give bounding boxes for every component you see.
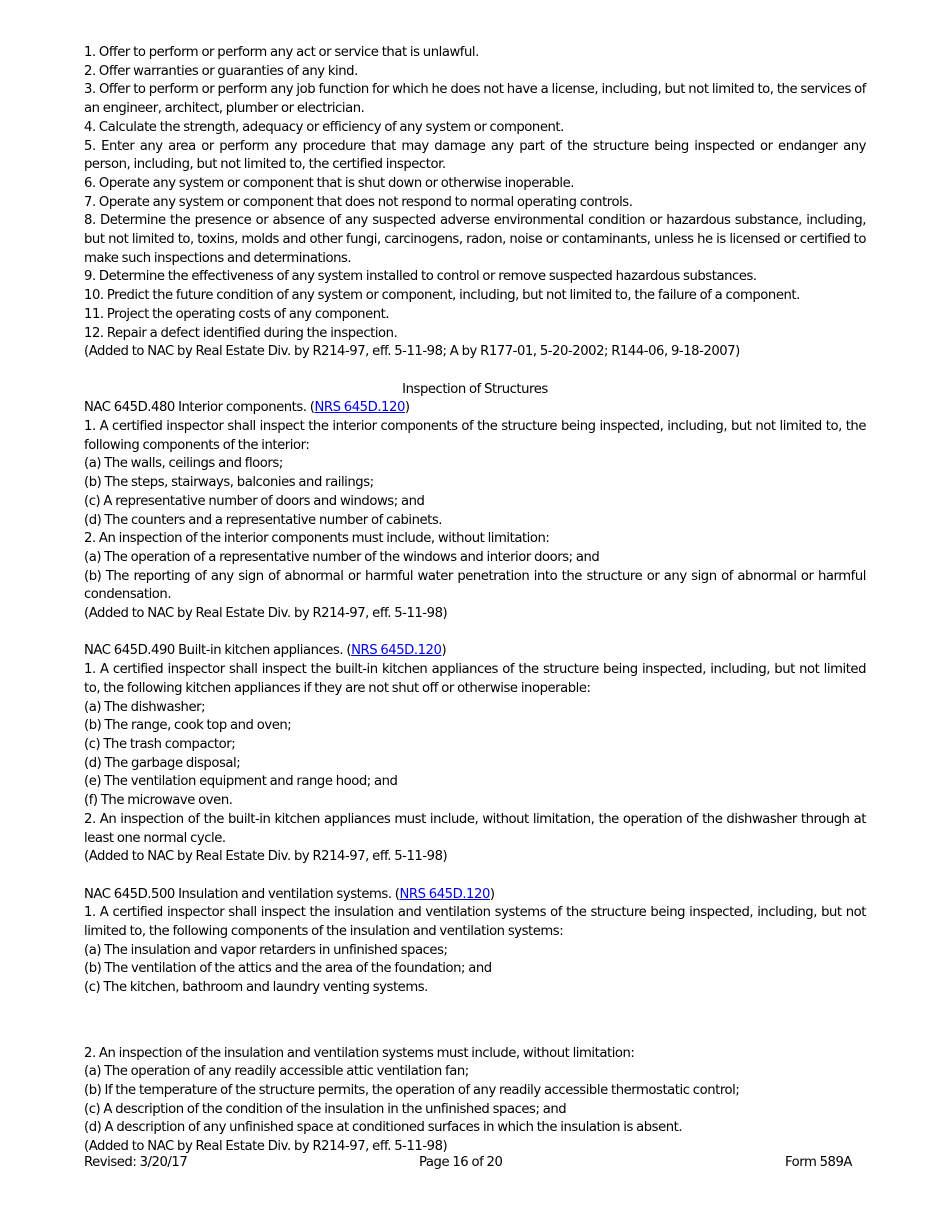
revised-date: Revised: 3/20/17	[84, 1155, 188, 1170]
section-title	[84, 886, 866, 905]
section-title-text: NAC 645D.480 Interior components. (	[84, 400, 315, 416]
document-body	[84, 44, 866, 1157]
spacer	[84, 1017, 866, 1045]
list-item: 1. Offer to perform or perform any act or service that is unlawful.	[84, 45, 479, 60]
paragraph: (c) A representative number of doors and windows; and	[84, 493, 425, 509]
list-item: 5. Enter any area or perform any procedure that may damage any part of the structure being inspected or endanger any person, including, but not limited to, the certified inspector.	[84, 138, 866, 173]
paragraph: (d) A description of any unfinished space at conditioned surfaces in which the insulation is absent.	[84, 1120, 683, 1136]
spacer	[84, 998, 866, 1017]
section-title-end: )	[404, 400, 410, 416]
paragraph: (b) The steps, stairways, balconies and railings;	[84, 475, 374, 491]
section-title-text: NAC 645D.490 Built-in kitchen appliances. (	[84, 643, 352, 659]
paragraph: (d) The counters and a representative number of cabinets.	[84, 512, 443, 528]
paragraph: (f) The microwave oven.	[84, 793, 233, 809]
paragraph: (e) The ventilation equipment and range hood; and	[84, 774, 398, 790]
paragraph: (c) The kitchen, bathroom and laundry venting systems.	[84, 980, 428, 996]
paragraph: (b) The reporting of any sign of abnormal or harmful water penetration into the structure or any sign of abnormal or harmful condensation.	[84, 568, 866, 603]
section-title	[84, 399, 866, 418]
list-item: 4. Calculate the strength, adequacy or efficiency of any system or component.	[84, 119, 564, 135]
history-note: (Added to NAC by Real Estate Div. by R214-97, eff. 5-11-98)	[84, 1139, 448, 1155]
section-title-end: )	[441, 643, 447, 659]
paragraph: (b) If the temperature of the structure permits, the operation of any readily accessible thermostatic control;	[84, 1082, 740, 1098]
list-item: 8. Determine the presence or absence of any suspected adverse environmental condition or hazardous substance, including, but not limited to, toxins, molds and other fungi, carcinogens, radon, noise or contaminants, unless he is licensed or certified to make such inspections and determinations.	[84, 213, 866, 266]
history-note: (Added to NAC by Real Estate Div. by R214-97, eff. 5-11-98)	[84, 849, 448, 865]
history-note: (Added to NAC by Real Estate Div. by R214-97, eff. 5-11-98)	[84, 606, 448, 622]
page-number: Page 16 of 20	[419, 1155, 503, 1170]
list-item: 11. Project the operating costs of any component.	[84, 306, 390, 322]
list-item: 12. Repair a defect identified during the inspection.	[84, 325, 398, 341]
section-645d-490	[84, 642, 866, 866]
spacer	[84, 362, 866, 381]
list-item: 2. Offer warranties or guaranties of any kind.	[84, 63, 358, 79]
nrs-link[interactable]: NRS 645D.120	[399, 886, 490, 902]
paragraph: (a) The walls, ceilings and floors;	[84, 456, 283, 472]
history-note: (Added to NAC by Real Estate Div. by R214-97, eff. 5-11-98; A by R177-01, 5-20-2002; R144-06, 9-18-2007)	[84, 344, 740, 360]
list-item: 6. Operate any system or component that is shut down or otherwise inoperable.	[84, 175, 575, 191]
paragraph: (c) A description of the condition of the insulation in the unfinished spaces; and	[84, 1101, 567, 1117]
paragraph: (a) The dishwasher;	[84, 699, 206, 715]
form-number: Form 589A	[784, 1155, 852, 1170]
paragraph: (b) The ventilation of the attics and the area of the foundation; and	[84, 961, 492, 977]
spacer	[84, 624, 866, 643]
prohibited-acts-list	[84, 44, 866, 362]
paragraph: (d) The garbage disposal;	[84, 755, 241, 771]
paragraph: (c) The trash compactor;	[84, 736, 236, 752]
nrs-link[interactable]: NRS 645D.120	[314, 400, 405, 416]
page-footer	[84, 1154, 852, 1174]
section-645d-480	[84, 399, 866, 623]
section-title-text: NAC 645D.500 Insulation and ventilation systems. (	[84, 886, 400, 902]
paragraph: (a) The insulation and vapor retarders in unfinished spaces;	[84, 942, 448, 958]
paragraph: (a) The operation of a representative number of the windows and interior doors; and	[84, 549, 600, 565]
list-item: 7. Operate any system or component that does not respond to normal operating controls.	[84, 194, 633, 210]
section-645d-500	[84, 886, 866, 1157]
paragraph: 2. An inspection of the built-in kitchen appliances must include, without limitation, the operation of the dishwasher through at least one normal cycle.	[84, 811, 866, 846]
section-title	[84, 642, 866, 661]
paragraph: 1. A certified inspector shall inspect the interior components of the structure being inspected, including, but not limited to, the following components of the interior:	[84, 419, 866, 453]
list-item: 10. Predict the future condition of any system or component, including, but not limited to, the failure of a component.	[84, 288, 800, 304]
paragraph: (a) The operation of any readily accessible attic ventilation fan;	[84, 1064, 469, 1080]
paragraph: (b) The range, cook top and oven;	[84, 718, 292, 734]
section-title-end: )	[489, 886, 495, 902]
list-item: 3. Offer to perform or perform any job function for which he does not have a license, including, but not limited to, the services of an engineer, architect, plumber or electrician.	[84, 82, 866, 117]
paragraph: 1. A certified inspector shall inspect the insulation and ventilation systems of the structure being inspected, including, but not limited to, the following components of the insulation and ventilation systems:	[84, 905, 866, 939]
paragraph: 2. An inspection of the insulation and ventilation systems must include, without limitation:	[84, 1045, 635, 1061]
section-heading: Inspection of Structures	[402, 381, 548, 397]
list-item: 9. Determine the effectiveness of any system installed to control or remove suspected hazardous substances.	[84, 269, 757, 285]
spacer	[84, 867, 866, 886]
paragraph: 2. An inspection of the interior components must include, without limitation:	[84, 531, 550, 547]
paragraph: 1. A certified inspector shall inspect the built-in kitchen appliances of the structure being inspected, including, but not limited to, the following kitchen appliances if they are not shut off or otherwise inoperable:	[84, 662, 866, 696]
nrs-link[interactable]: NRS 645D.120	[351, 643, 442, 659]
